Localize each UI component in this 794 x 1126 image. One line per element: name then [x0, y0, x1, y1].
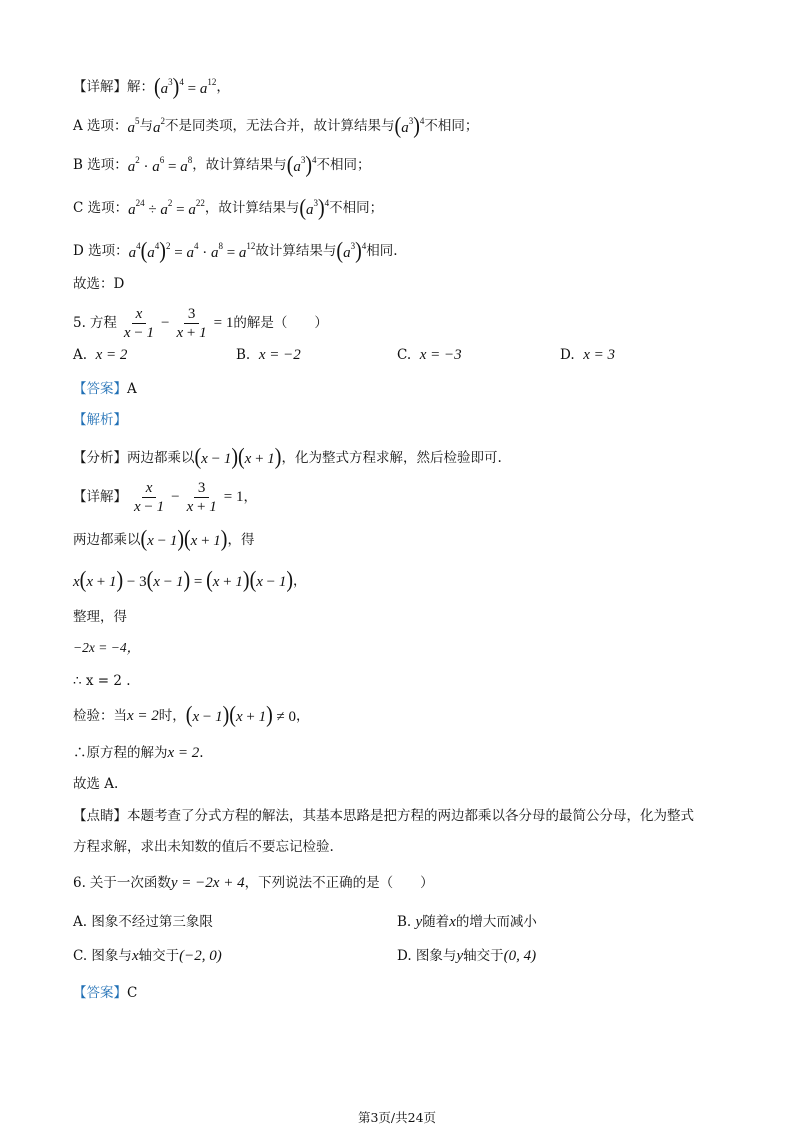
fraction: $\frac{x}{x - 1}$ — [123, 305, 155, 341]
answer-tag: 【答案】 — [73, 381, 127, 397]
q4-choice: 故选：D — [73, 276, 125, 292]
q5-check: 检验：当 x = 2 时， (x − 1)(x + 1) ≠ 0 ， — [73, 702, 310, 728]
q4-option-b-line: B 选项： $a^2 \cdot a^6 = a^8$ ，故计算结果与 $(a^3)^4$ 不相同； — [73, 152, 371, 178]
math-expression: $(a^3)^4 = a^{12}$ — [154, 74, 217, 100]
q4-option-d-line: D 选项： $a^4(a^4)^2 = a^4 \cdot a^8 = a^{12}$ 故计算结果与 $(a^3)^4$ 相同. — [73, 238, 398, 264]
q4-option-a-line: A 选项： $a^5$ 与 $a^2$ 不是同类项，无法合并，故计算结果与 $(a^3)^4$ 不相同； — [73, 113, 479, 139]
q6-option-b: B. y随着x的增大而减小 — [397, 914, 537, 930]
q5-comment-line-1: 【点睛】 本题考查了分式方程的解法，其基本思路是把方程的两边都乘以各分母的最简公分母，化为整式 — [73, 808, 694, 824]
fraction: $\frac{3}{x + 1}$ — [176, 305, 207, 341]
q6-option-c: C. 图象与x轴交于(−2, 0) — [73, 948, 222, 964]
detail-label: 【详解】 — [73, 78, 127, 95]
q5-choice: 故选 A. — [73, 776, 119, 792]
q5-option-a: A. x = 2 — [73, 347, 128, 363]
q6-answer: 【答案】 C — [73, 982, 734, 1004]
q5-analysis-tag: 【解析】 — [73, 412, 127, 428]
q4-detail-line: 【详解】 解： $(a^3)^4 = a^{12}$ ， — [73, 74, 230, 100]
q6-option-d: D. 图象与y轴交于(0, 4) — [397, 948, 537, 964]
fraction: $\frac{3}{x + 1}$ — [186, 479, 217, 515]
q5-answer: 【答案】 A — [73, 378, 734, 400]
q5-comment-line-2: 方程求解，求出未知数的值后不要忘记检验. — [73, 839, 334, 855]
q5-step2: −2x = −4， — [73, 640, 141, 655]
fraction: $\frac{x}{x - 1}$ — [134, 479, 165, 515]
q5-fenxi: 【分析】 两边都乘以 (x − 1)(x + 1) ，化为整式方程求解，然后检验即可. — [73, 444, 502, 470]
q5-detail-equation: 【详解】 $\frac{x}{x - 1}$ − $\frac{3}{x + 1}$ = 1 ， — [73, 479, 257, 515]
q5-step3: ∴ x = 2 . — [73, 673, 131, 689]
q4-option-c-line: C 选项： $a^{24} \div a^2 = a^{22}$ ，故计算结果与 $(a^3)^4$ 不相同； — [73, 195, 384, 221]
q6-stem: 6. 关于一次函数 y = −2x + 4 ，下列说法不正确的是（ ） — [73, 875, 434, 891]
q5-step1: 两边都乘以 (x − 1)(x + 1) ，得 — [73, 526, 255, 552]
q5-conclusion: ∴原方程的解为 x = 2 . — [73, 745, 204, 761]
q5-stem: 5. 方程 $\frac{x}{x - 1}$ − $\frac{3}{x + 1}$ = 1 的解是（ ） — [73, 305, 328, 341]
q5-expanded-equation: x(x + 1) − 3(x − 1) = (x + 1)(x − 1) ， — [73, 567, 307, 593]
q6-option-a: A. 图象不经过第三象限 — [73, 914, 213, 930]
page-footer: 第3页/共24页 — [357, 1110, 437, 1125]
q5-tidy: 整理，得 — [73, 609, 127, 625]
q5-option-c: C. x = −3 — [397, 347, 462, 363]
answer-tag: 【答案】 — [73, 985, 127, 1001]
q5-option-d: D. x = 3 — [560, 347, 616, 363]
q5-option-b: B. x = −2 — [236, 347, 301, 363]
